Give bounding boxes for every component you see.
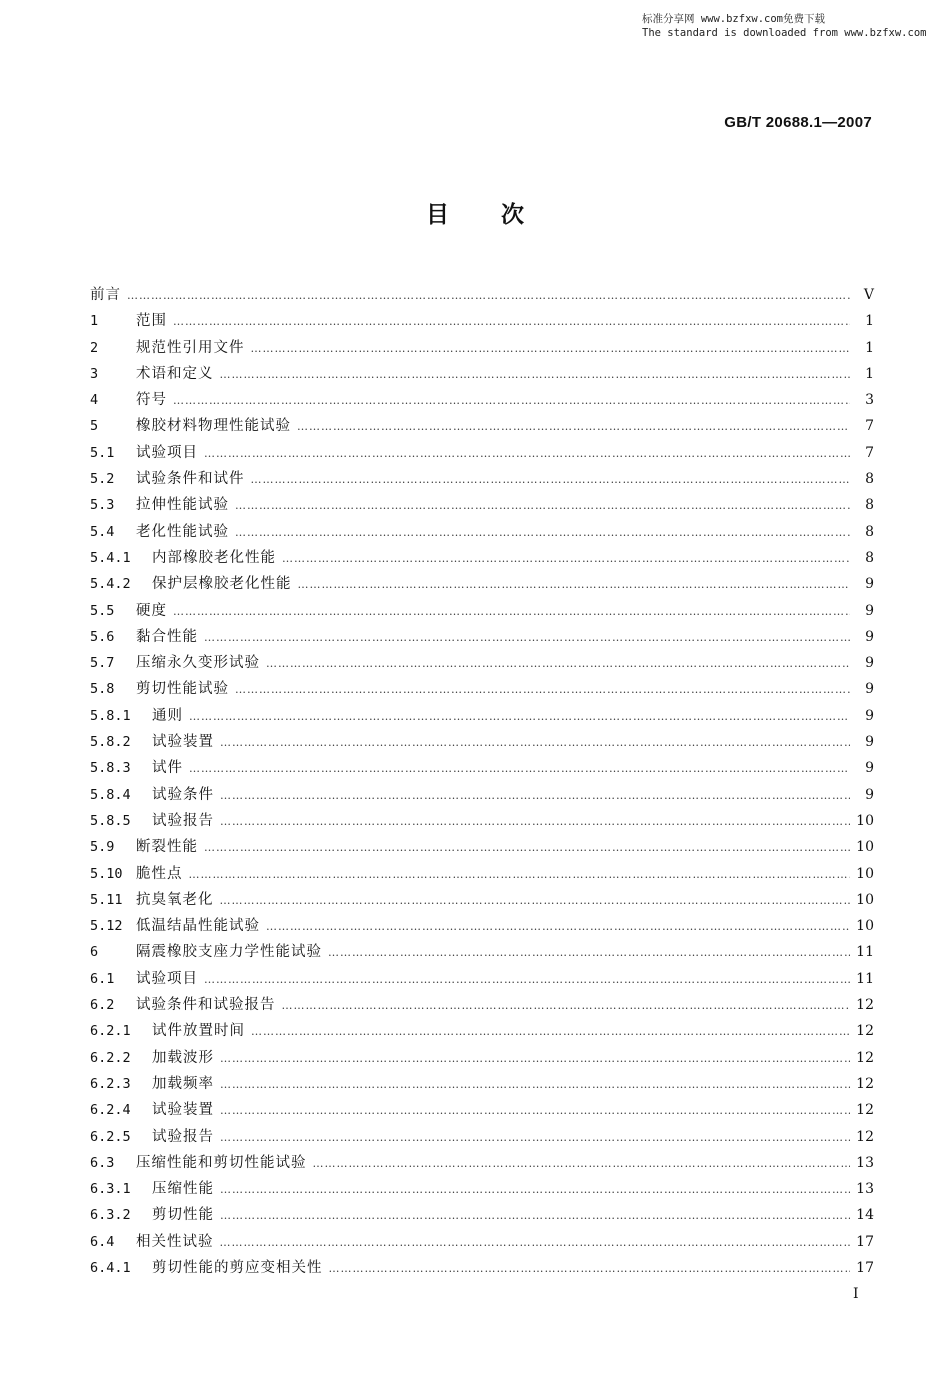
toc-entry-page: 1 — [865, 365, 874, 382]
toc-entry-label: 内部橡胶老化性能 — [152, 549, 276, 566]
toc-entry-page: 17 — [856, 1233, 874, 1250]
toc-entry[interactable] — [90, 1255, 874, 1281]
toc-entry[interactable] — [90, 335, 874, 361]
dot-leader — [266, 914, 850, 940]
dot-leader — [220, 1203, 850, 1229]
toc-entry-label: 术语和定义 — [136, 365, 214, 382]
toc-entry-number: 6.2.2 — [90, 1049, 131, 1066]
toc-entry-number: 5.4.2 — [90, 576, 131, 593]
toc-entry-number: 5.4.1 — [90, 549, 131, 566]
toc-entry-number: 6.3.1 — [90, 1181, 131, 1198]
toc-entry-page: 8 — [865, 549, 874, 566]
toc-entry-number: 3 — [90, 365, 99, 382]
table-of-contents — [90, 282, 874, 1281]
toc-entry-page: 12 — [856, 1102, 874, 1119]
toc-entry-label: 压缩永久变形试验 — [136, 655, 260, 672]
toc-entry-number: 2 — [90, 339, 99, 356]
toc-entry-label: 范围 — [136, 313, 167, 330]
dot-leader — [220, 730, 850, 756]
toc-entry[interactable] — [90, 440, 874, 466]
toc-entry-number: 5.8 — [90, 681, 115, 698]
toc-entry-label: 黏合性能 — [136, 628, 198, 645]
toc-entry-label: 试件放置时间 — [152, 1023, 245, 1040]
toc-entry-label: 拉伸性能试验 — [136, 497, 229, 514]
toc-entry-label: 试验报告 — [152, 1128, 214, 1145]
toc-entry-label: 加载频率 — [152, 1075, 214, 1092]
toc-entry-page: 11 — [856, 944, 874, 961]
toc-entry-page: 9 — [865, 786, 874, 803]
toc-entry-number: 6.2.4 — [90, 1102, 131, 1119]
toc-entry-page: 12 — [856, 997, 874, 1014]
toc-entry[interactable] — [90, 1071, 874, 1097]
toc-entry-page: 8 — [865, 471, 874, 488]
toc-entry-label: 抗臭氧老化 — [136, 891, 214, 908]
toc-entry-number: 6.3.2 — [90, 1207, 131, 1224]
dot-leader — [297, 414, 850, 440]
dot-leader — [251, 336, 851, 362]
dot-leader — [173, 388, 850, 414]
toc-entry[interactable] — [90, 413, 874, 439]
toc-entry-page: 17 — [856, 1259, 874, 1276]
toc-entry[interactable] — [90, 1018, 874, 1044]
toc-entry-page: 13 — [856, 1154, 874, 1171]
dot-leader — [220, 1177, 850, 1203]
toc-entry[interactable] — [90, 676, 874, 702]
toc-entry[interactable] — [90, 387, 874, 413]
dot-leader — [189, 862, 851, 888]
toc-entry-number: 6 — [90, 944, 99, 961]
toc-entry-label: 试验装置 — [152, 1102, 214, 1119]
toc-entry-number: 6.3 — [90, 1154, 115, 1171]
toc-entry[interactable] — [90, 492, 874, 518]
toc-entry[interactable] — [90, 1124, 874, 1150]
toc-entry-label: 老化性能试验 — [136, 523, 229, 540]
dot-leader — [204, 441, 850, 467]
dot-leader — [251, 1019, 850, 1045]
toc-entry-page: 9 — [865, 760, 874, 777]
toc-entry[interactable] — [90, 1097, 874, 1123]
toc-entry[interactable] — [90, 1229, 874, 1255]
dot-leader — [189, 756, 850, 782]
toc-entry-label: 压缩性能和剪切性能试验 — [136, 1154, 307, 1171]
dot-leader — [220, 809, 850, 835]
toc-entry[interactable] — [90, 887, 874, 913]
toc-entry-number: 5.1 — [90, 444, 115, 461]
toc-entry-number: 6.2.3 — [90, 1075, 131, 1092]
toc-entry-label: 试验项目 — [136, 970, 198, 987]
toc-entry[interactable] — [90, 729, 874, 755]
dot-leader — [282, 993, 851, 1019]
dot-leader — [220, 888, 851, 914]
toc-entry-label: 加载波形 — [152, 1049, 214, 1066]
dot-leader — [235, 520, 850, 546]
toc-entry[interactable] — [90, 755, 874, 781]
dot-leader — [329, 1256, 851, 1282]
toc-entry-page: 11 — [856, 970, 874, 987]
toc-entry-page: 12 — [856, 1049, 874, 1066]
toc-entry[interactable] — [90, 466, 874, 492]
dot-leader — [220, 1072, 850, 1098]
toc-entry[interactable] — [90, 1150, 874, 1176]
dot-leader — [235, 493, 850, 519]
toc-entry-number: 5.11 — [90, 891, 123, 908]
toc-entry-number: 4 — [90, 392, 99, 409]
toc-entry-number: 5.8.3 — [90, 760, 131, 777]
dot-leader — [220, 1046, 850, 1072]
standard-code: GB/T 20688.1—2007 — [724, 114, 872, 131]
dot-leader — [173, 599, 850, 625]
toc-entry-page: 9 — [865, 707, 874, 724]
toc-entry-page: 10 — [856, 891, 874, 908]
toc-entry-page: V — [863, 287, 874, 303]
toc-entry-number: 5.10 — [90, 865, 123, 882]
toc-entry-number: 5 — [90, 418, 99, 435]
toc-entry-number: 5.3 — [90, 497, 115, 514]
toc-entry-number: 6.2.1 — [90, 1023, 131, 1040]
toc-entry-label: 低温结晶性能试验 — [136, 918, 260, 935]
dot-leader — [282, 546, 850, 572]
toc-entry-number: 6.1 — [90, 970, 115, 987]
dot-leader — [127, 283, 850, 309]
toc-entry-number: 6.2 — [90, 997, 115, 1014]
toc-entry-label: 断裂性能 — [136, 839, 198, 856]
toc-entry-page: 9 — [865, 655, 874, 672]
toc-entry[interactable] — [90, 598, 874, 624]
toc-entry-label: 剪切性能的剪应变相关性 — [152, 1259, 323, 1276]
toc-entry-number: 1 — [90, 313, 99, 330]
toc-entry-page: 10 — [856, 839, 874, 856]
watermark-line-1: 标准分享网 www.bzfxw.com免费下载 — [642, 13, 826, 25]
dot-leader — [328, 940, 850, 966]
dot-leader — [189, 704, 850, 730]
toc-entry[interactable] — [90, 650, 874, 676]
dot-leader — [204, 967, 850, 993]
dot-leader — [220, 783, 850, 809]
dot-leader — [220, 362, 851, 388]
toc-entry[interactable] — [90, 1202, 874, 1228]
toc-entry[interactable] — [90, 1176, 874, 1202]
toc-entry-label: 前言 — [90, 287, 121, 303]
dot-leader — [313, 1151, 851, 1177]
toc-entry-number: 5.8.5 — [90, 812, 131, 829]
toc-entry[interactable] — [90, 282, 874, 308]
toc-entry-label: 剪切性能试验 — [136, 681, 229, 698]
dot-leader — [220, 1125, 850, 1151]
toc-entry-page: 14 — [856, 1207, 874, 1224]
toc-entry-page: 9 — [865, 602, 874, 619]
toc-entry-number: 5.12 — [90, 918, 123, 935]
toc-entry-label: 规范性引用文件 — [136, 339, 245, 356]
toc-entry-page: 9 — [865, 628, 874, 645]
dot-leader — [204, 625, 850, 651]
toc-entry-number: 6.2.5 — [90, 1128, 131, 1145]
toc-entry-label: 符号 — [136, 392, 167, 409]
toc-entry-label: 剪切性能 — [152, 1207, 214, 1224]
toc-entry-page: 12 — [856, 1075, 874, 1092]
toc-entry-label: 通则 — [152, 707, 183, 724]
toc-entry-label: 试验条件和试件 — [136, 471, 245, 488]
dot-leader — [235, 677, 850, 703]
toc-entry-page: 9 — [865, 576, 874, 593]
toc-entry-number: 5.2 — [90, 471, 115, 488]
toc-entry-page: 10 — [856, 865, 874, 882]
toc-entry-page: 9 — [865, 734, 874, 751]
toc-entry-label: 橡胶材料物理性能试验 — [136, 418, 291, 435]
toc-entry-page: 12 — [856, 1023, 874, 1040]
dot-leader — [173, 309, 850, 335]
toc-entry[interactable] — [90, 703, 874, 729]
watermark-line-2: The standard is downloaded from www.bzfxw.com — [642, 27, 927, 39]
toc-entry[interactable] — [90, 545, 874, 571]
toc-entry[interactable] — [90, 782, 874, 808]
toc-entry-label: 压缩性能 — [152, 1181, 214, 1198]
toc-entry-label: 相关性试验 — [136, 1233, 214, 1250]
toc-entry-page: 7 — [865, 418, 874, 435]
toc-entry-label: 试验项目 — [136, 444, 198, 461]
toc-entry-page: 1 — [865, 313, 874, 330]
toc-entry-page: 9 — [865, 681, 874, 698]
toc-entry-label: 隔震橡胶支座力学性能试验 — [136, 944, 322, 961]
toc-entry[interactable] — [90, 966, 874, 992]
toc-entry[interactable] — [90, 571, 874, 597]
toc-entry[interactable] — [90, 992, 874, 1018]
toc-entry-number: 5.4 — [90, 523, 115, 540]
toc-entry-label: 脆性点 — [136, 865, 183, 882]
toc-entry-label: 试验装置 — [152, 734, 214, 751]
toc-entry-page: 10 — [856, 918, 874, 935]
toc-entry-label: 试件 — [152, 760, 183, 777]
toc-entry-number: 5.8.1 — [90, 707, 131, 724]
toc-entry-page: 13 — [856, 1181, 874, 1198]
page-title: 目次 — [426, 202, 576, 228]
toc-entry-label: 试验条件 — [152, 786, 214, 803]
toc-entry-number: 5.7 — [90, 655, 115, 672]
toc-entry[interactable] — [90, 939, 874, 965]
dot-leader — [220, 1230, 851, 1256]
toc-entry-number: 6.4 — [90, 1233, 115, 1250]
toc-entry-label: 试验报告 — [152, 812, 214, 829]
dot-leader — [204, 835, 850, 861]
toc-entry-page: 12 — [856, 1128, 874, 1145]
dot-leader — [220, 1098, 850, 1124]
watermark — [642, 12, 926, 40]
page-number: I — [853, 1286, 859, 1302]
toc-entry[interactable] — [90, 861, 874, 887]
toc-entry[interactable] — [90, 1045, 874, 1071]
toc-entry[interactable] — [90, 834, 874, 860]
toc-entry[interactable] — [90, 519, 874, 545]
toc-entry-number: 5.8.2 — [90, 734, 131, 751]
toc-entry[interactable] — [90, 808, 874, 834]
dot-leader — [266, 651, 850, 677]
toc-entry-label: 试验条件和试验报告 — [136, 997, 276, 1014]
toc-entry-page: 7 — [865, 444, 874, 461]
toc-entry-page: 1 — [865, 339, 874, 356]
dot-leader — [298, 572, 851, 598]
toc-entry-number: 5.6 — [90, 628, 115, 645]
toc-entry-page: 10 — [856, 812, 874, 829]
toc-entry[interactable] — [90, 308, 874, 334]
toc-entry-page: 8 — [865, 497, 874, 514]
toc-entry-number: 5.8.4 — [90, 786, 131, 803]
toc-entry-number: 6.4.1 — [90, 1259, 131, 1276]
dot-leader — [251, 467, 851, 493]
toc-entry-label: 保护层橡胶老化性能 — [152, 576, 292, 593]
toc-entry-page: 8 — [865, 523, 874, 540]
toc-entry-number: 5.9 — [90, 839, 115, 856]
toc-entry[interactable] — [90, 624, 874, 650]
toc-entry[interactable] — [90, 913, 874, 939]
toc-entry-page: 3 — [865, 392, 874, 409]
toc-entry-number: 5.5 — [90, 602, 115, 619]
toc-entry[interactable] — [90, 361, 874, 387]
toc-entry-label: 硬度 — [136, 602, 167, 619]
